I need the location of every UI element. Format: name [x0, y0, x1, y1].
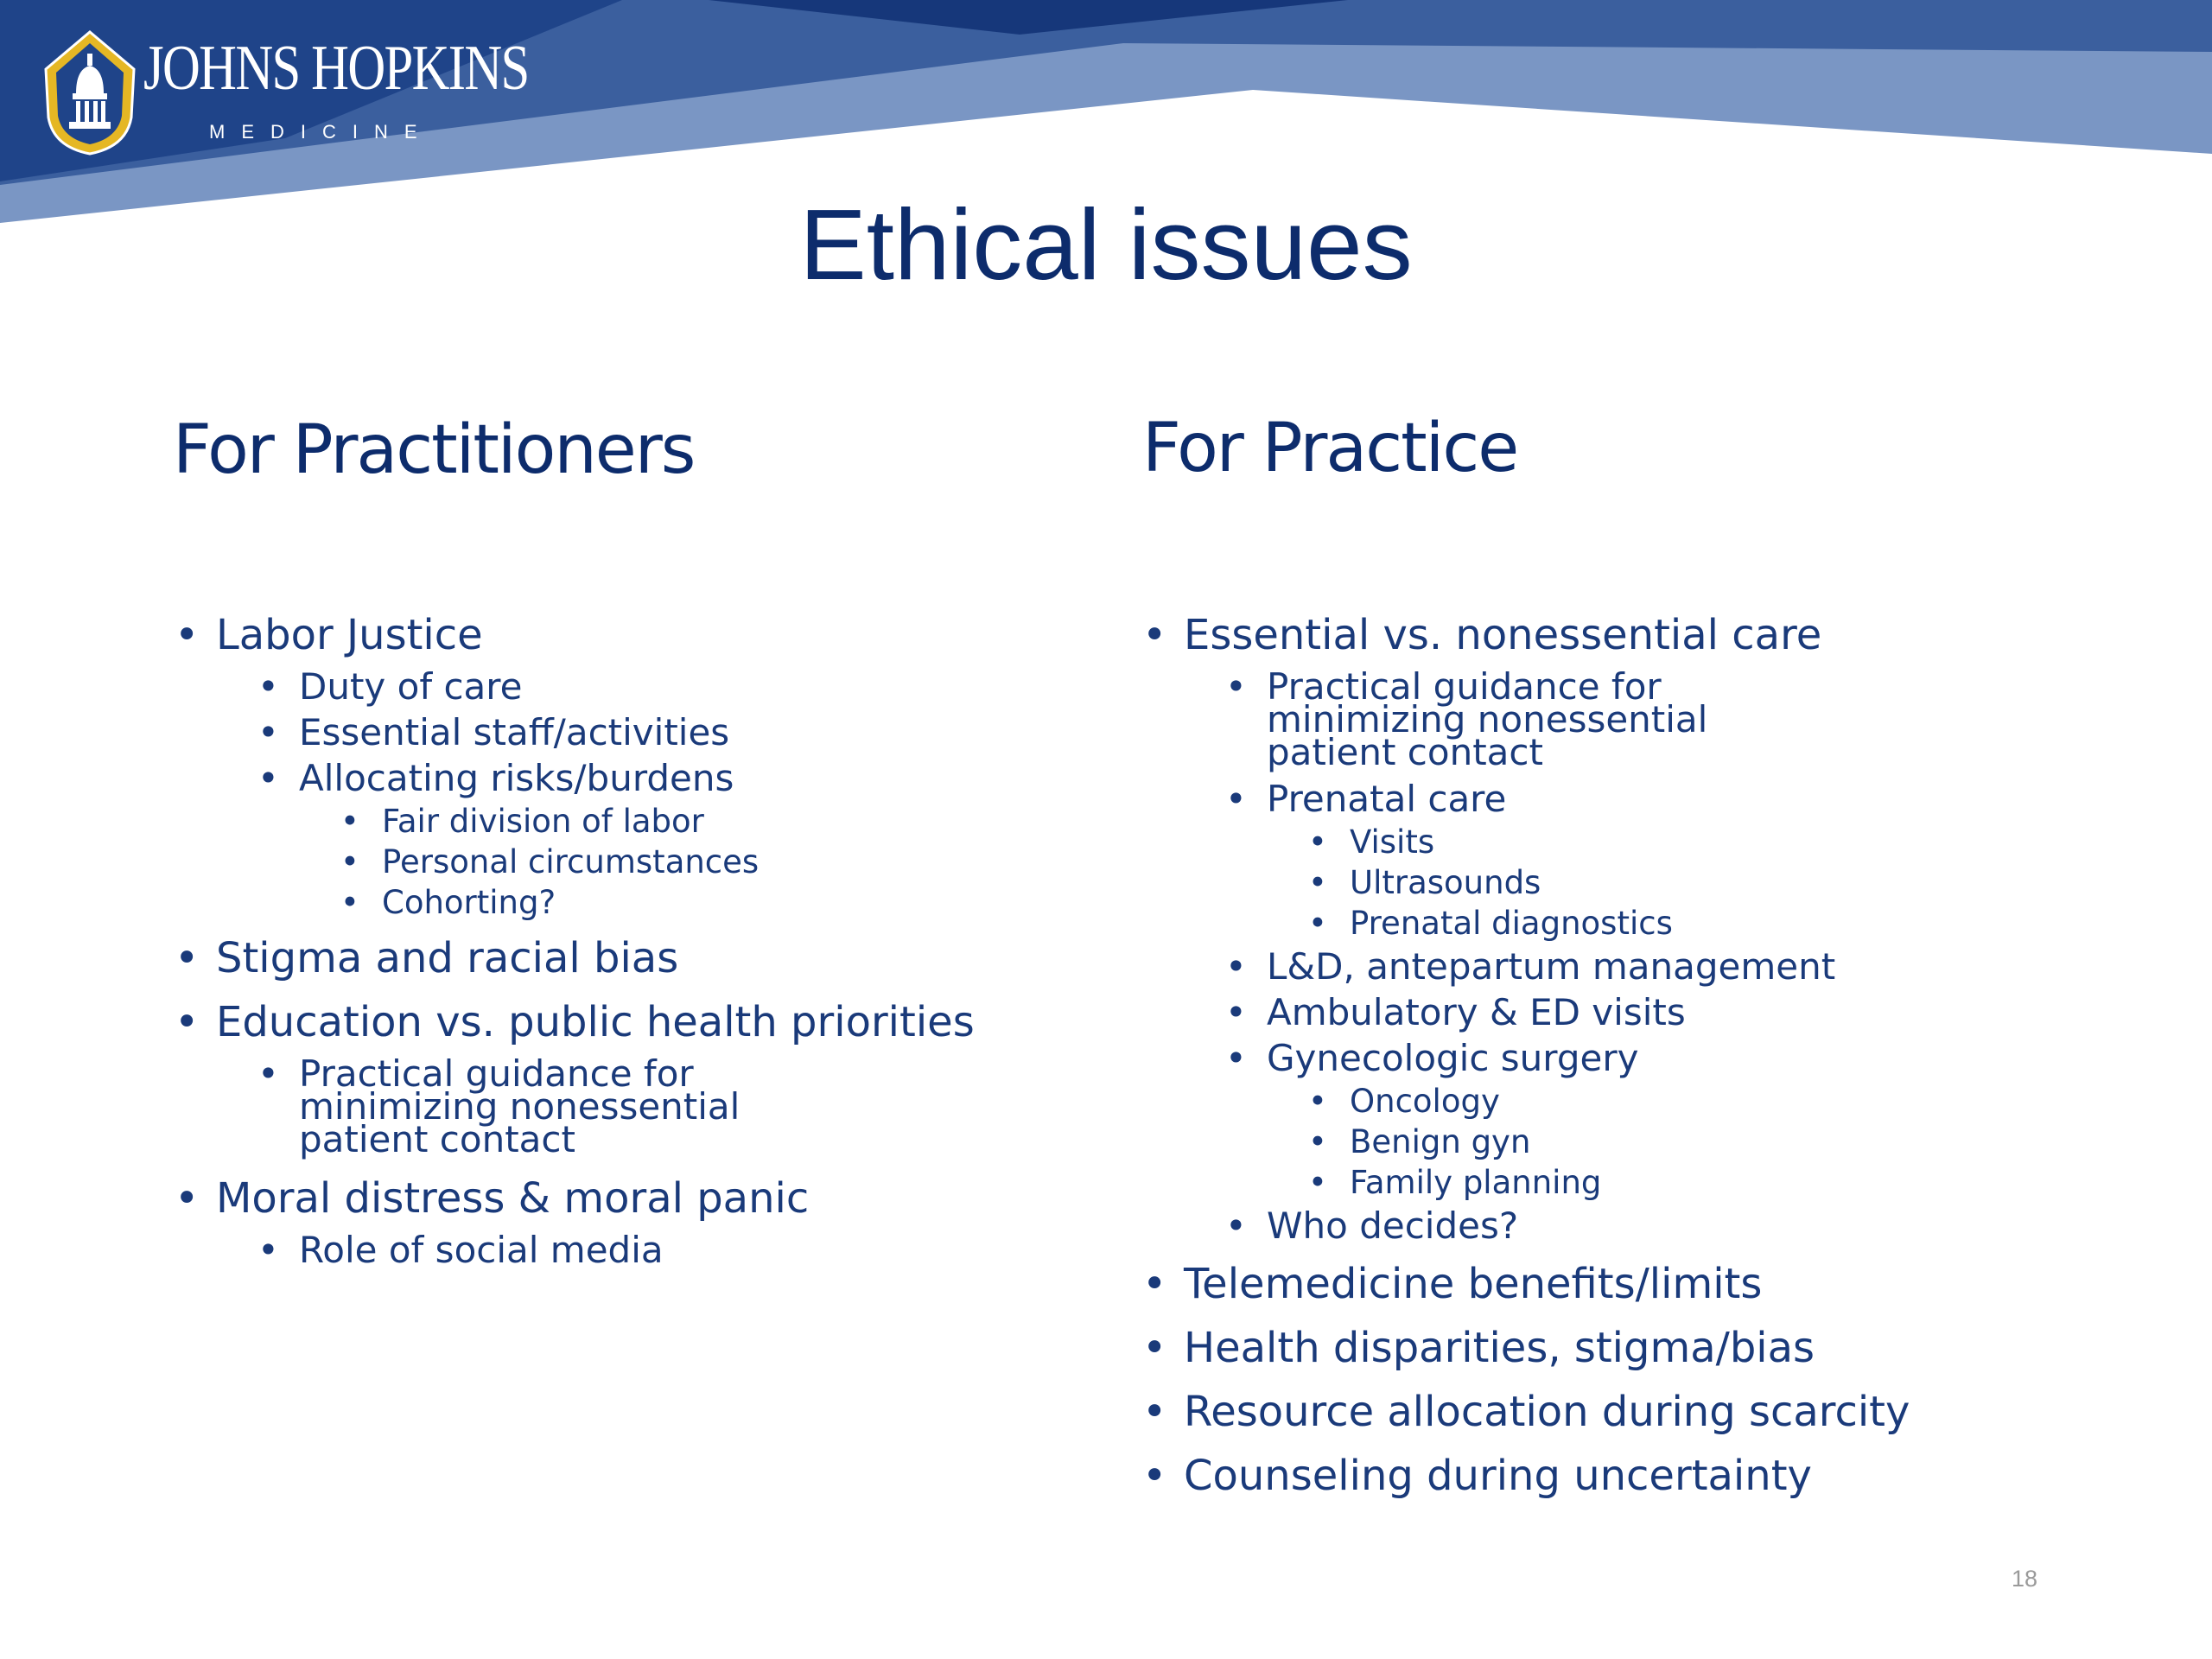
- page-number: 18: [2011, 1566, 2037, 1592]
- bullet-item: • Allocating risks/burdens: [173, 755, 1123, 801]
- bullet-item: • Oncology: [1141, 1081, 2177, 1122]
- bullet-item: • Resource allocation during scarcity: [1141, 1383, 2177, 1440]
- bullet-item: • Ambulatory & ED visits: [1141, 989, 2177, 1035]
- practitioners-bullet-list: [173, 600, 1123, 1273]
- logo-wordmark: JOHNS HOPKINS: [143, 33, 529, 104]
- bullet-item: • Visits: [1141, 822, 2177, 862]
- heading-for-practice: For Practice: [1142, 410, 1518, 487]
- bullet-item: • Prenatal care: [1141, 776, 2177, 822]
- bullet-item: • Essential staff/activities: [173, 709, 1123, 755]
- bullet-item: • Duty of care: [173, 664, 1123, 709]
- shield-dome-icon: [41, 29, 138, 156]
- bullet-item: • Stigma and racial bias: [173, 930, 1123, 987]
- bullet-item: • Practical guidance for minimizing nonessential patient contact: [1141, 664, 1802, 776]
- bullet-item: • Role of social media: [173, 1227, 1123, 1273]
- practice-bullet-list: [1141, 600, 2177, 1504]
- bullet-item: • L&D, antepartum management: [1141, 944, 2177, 989]
- bullet-item: • Health disparities, stigma/bias: [1141, 1319, 2177, 1376]
- bullet-item: • Prenatal diagnostics: [1141, 903, 2177, 944]
- bullet-item: • Cohorting?: [173, 882, 1123, 923]
- johns-hopkins-logo: [41, 29, 529, 159]
- slide-title: Ethical issues: [799, 188, 1413, 301]
- bullet-item: • Fair division of labor: [173, 801, 1123, 842]
- bullet-item: • Gynecologic surgery: [1141, 1035, 2177, 1081]
- bullet-item: • Family planning: [1141, 1162, 2177, 1203]
- heading-for-practitioners: For Practitioners: [173, 411, 695, 489]
- bullet-item: • Education vs. public health priorities: [173, 994, 1123, 1051]
- bullet-item: • Essential vs. nonessential care: [1141, 607, 2177, 664]
- bullet-item: • Who decides?: [1141, 1203, 2177, 1249]
- bullet-item: • Labor Justice: [173, 607, 1123, 664]
- bullet-item: • Practical guidance for minimizing nonessential patient contact: [173, 1051, 835, 1163]
- logo-subtitle: MEDICINE: [209, 121, 434, 143]
- bullet-item: • Moral distress & moral panic: [173, 1170, 1123, 1227]
- bullet-item: • Ultrasounds: [1141, 862, 2177, 903]
- bullet-item: • Benign gyn: [1141, 1122, 2177, 1162]
- bullet-item: • Counseling during uncertainty: [1141, 1447, 2177, 1504]
- bullet-item: • Telemedicine benefits/limits: [1141, 1255, 2177, 1313]
- bullet-item: • Personal circumstances: [173, 842, 1123, 882]
